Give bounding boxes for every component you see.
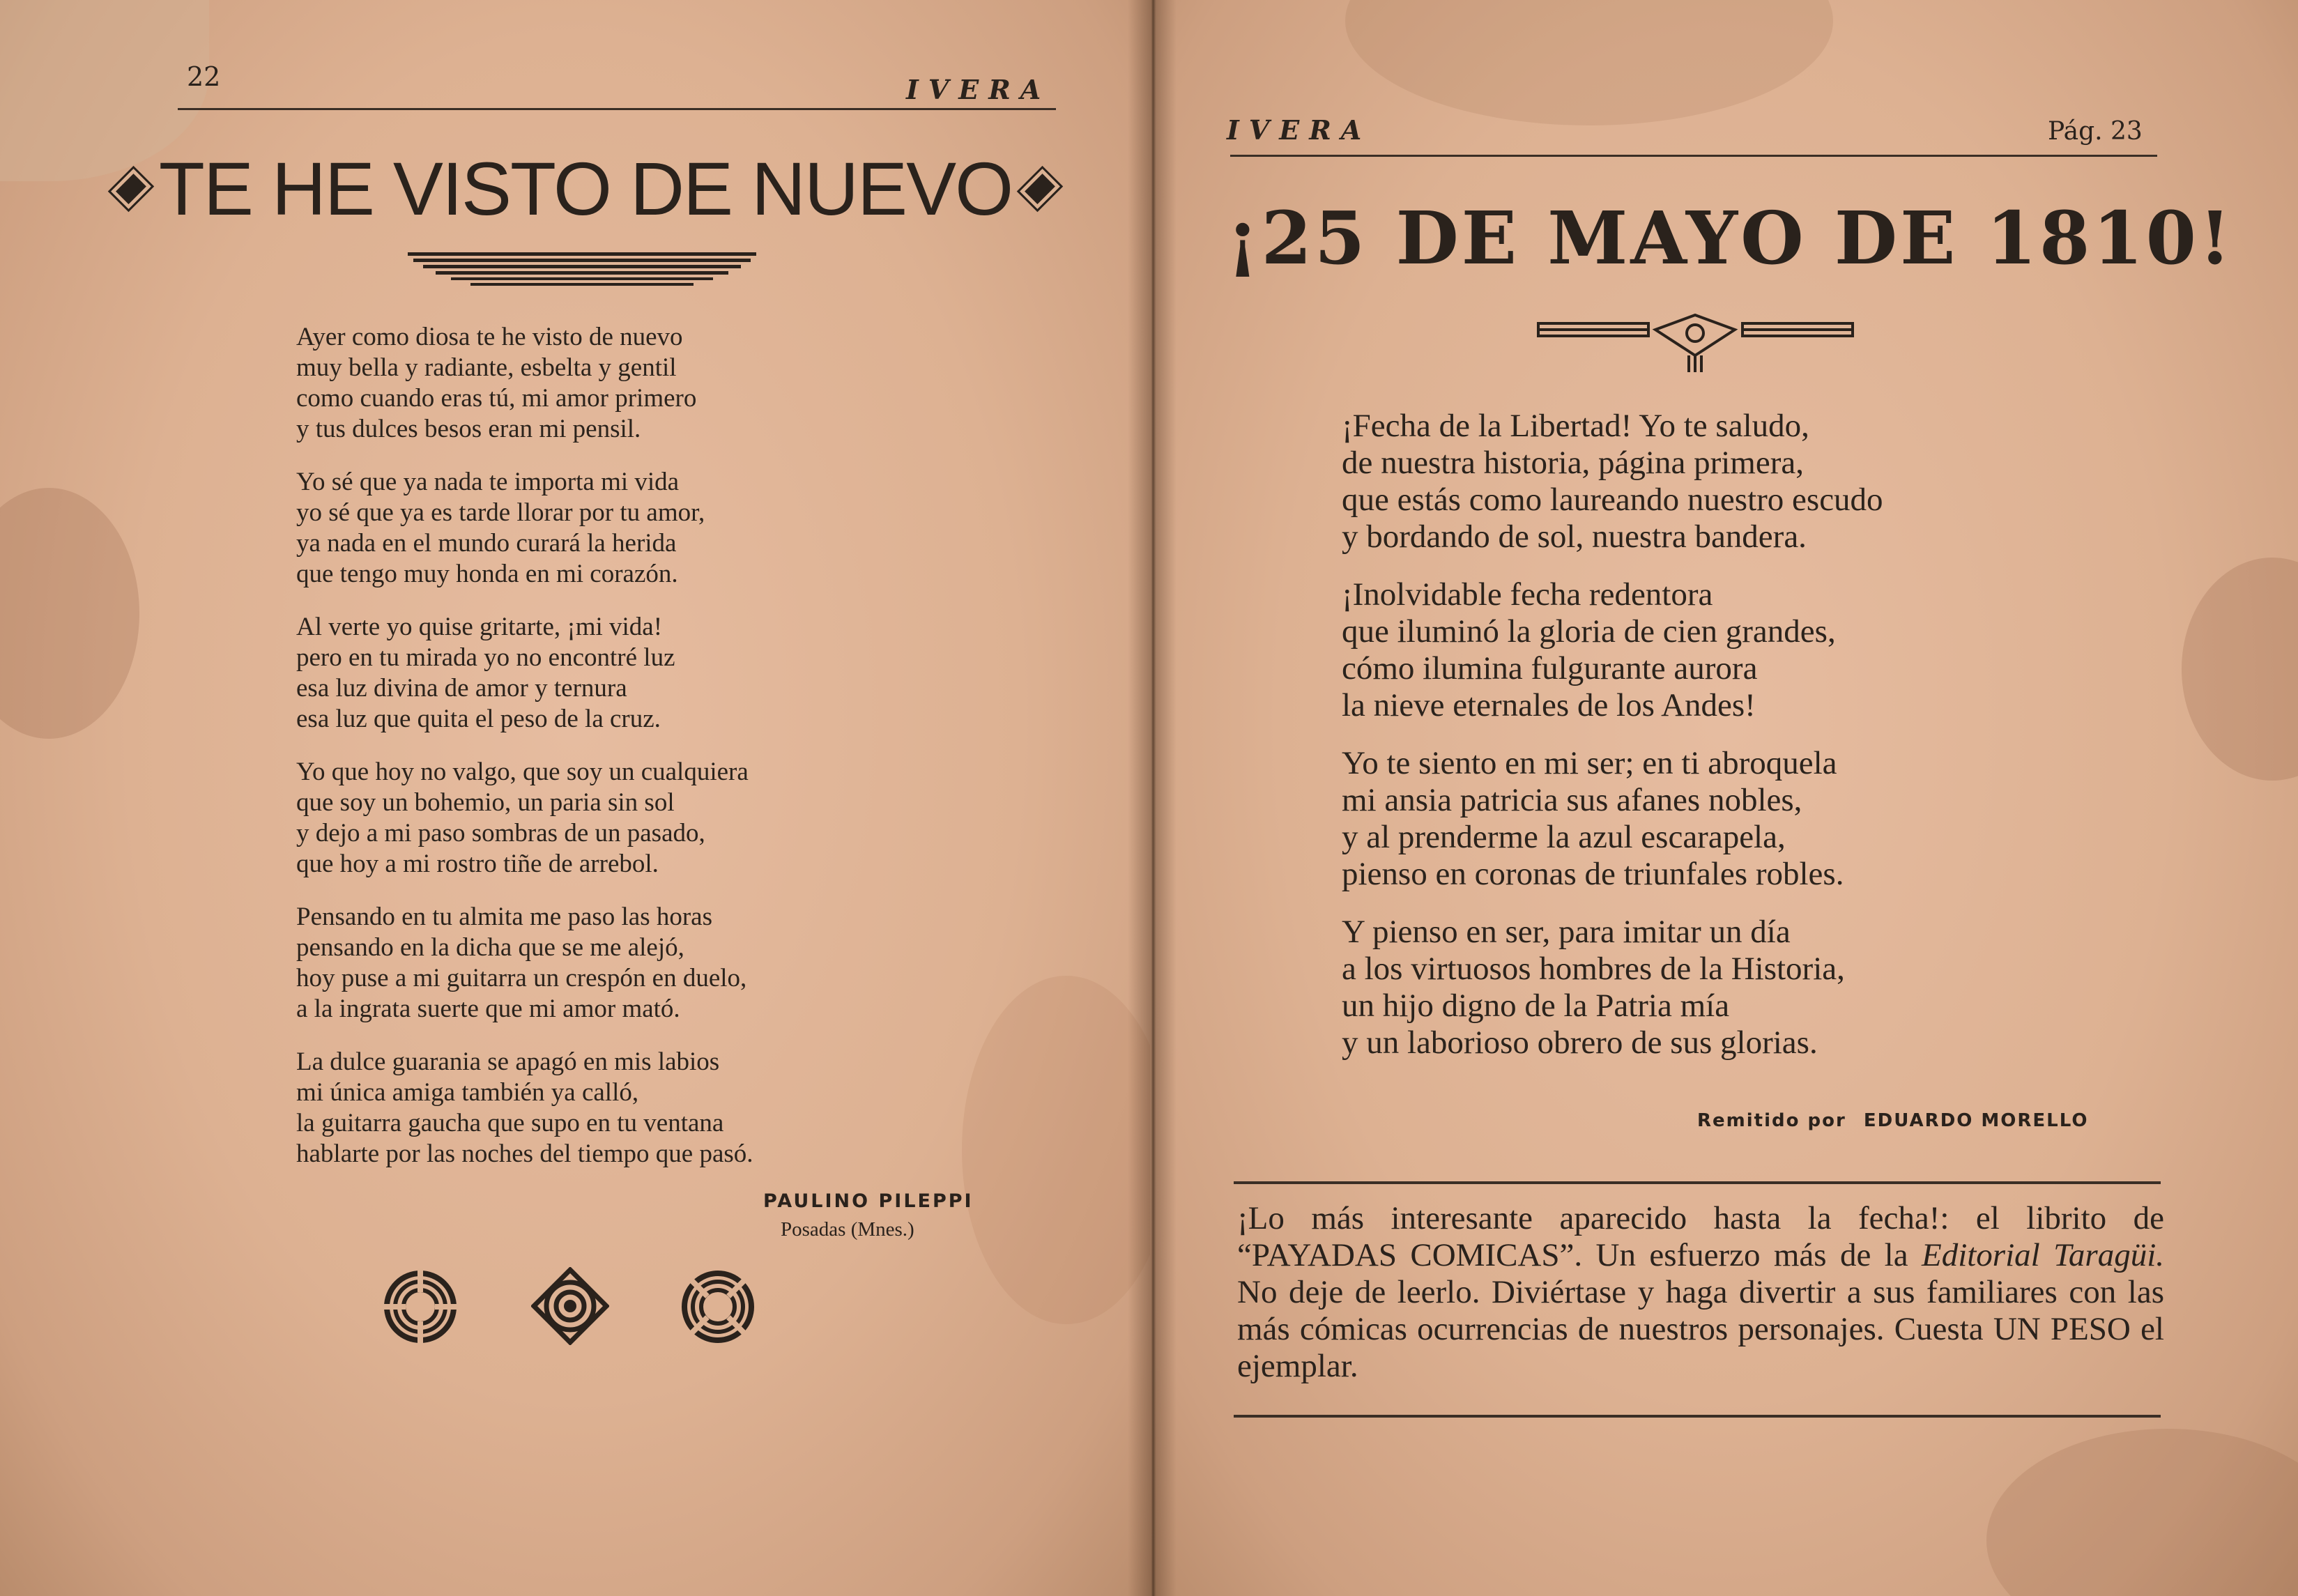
running-head: IVERA — [906, 74, 1051, 105]
diamond-ornament-icon — [1020, 169, 1060, 209]
verse-line: ya nada en el mundo curará la herida — [296, 529, 677, 558]
poem-body — [1342, 408, 2108, 1082]
verse-line: Y pienso en ser, para imitar un día — [1342, 914, 1791, 950]
header-rule — [178, 108, 1056, 110]
stanza — [296, 902, 993, 1025]
page-title — [118, 145, 1052, 232]
verse-line: la guitarra gaucha que supo en tu ventana — [296, 1109, 724, 1137]
verse-line: Yo que hoy no valgo, que soy un cualquiera — [296, 758, 749, 786]
verse-line: que tengo muy honda en mi corazón. — [296, 560, 678, 588]
diamond-ornament-icon — [111, 169, 151, 209]
header-rule — [1230, 155, 2157, 157]
verse-line: Pensando en tu almita me paso las horas — [296, 903, 713, 931]
verse-line: que soy un bohemio, un paria sin sol — [296, 788, 675, 817]
stanza — [1342, 576, 2108, 724]
verse-line: a los virtuosos hombres de la Historia, — [1342, 951, 1845, 987]
advertisement-text — [1237, 1200, 2164, 1385]
verse-line: a la ingrata suerte que mi amor mató. — [296, 995, 680, 1023]
verse-line: ¡Inolvidable fecha redentora — [1342, 576, 1713, 613]
running-head: IVERA — [1227, 114, 1372, 146]
verse-line: y un laborioso obrero de sus glorias. — [1342, 1025, 1818, 1061]
knot-ornament-icon — [531, 1267, 609, 1345]
verse-line: muy bella y radiante, esbelta y gentil — [296, 353, 677, 382]
ring-ornament-icon — [680, 1268, 756, 1345]
ad-text-part2: No deje de leerlo. Diviértase y haga divertir a sus familiares con las más cómicas ocurrencias de nuestros personajes. Cuesta UN PESO el ejemplar. — [1237, 1274, 2164, 1384]
verse-line: como cuando eras tú, mi amor primero — [296, 384, 697, 413]
verse-line: y al prenderme la azul escarapela, — [1342, 819, 1786, 855]
verse-line: que iluminó la gloria de cien grandes, — [1342, 613, 1836, 650]
verse-line: esa luz que quita el peso de la cruz. — [296, 705, 661, 733]
verse-line: pero en tu mirada yo no encontré luz — [296, 643, 675, 672]
stanza — [1342, 914, 2108, 1061]
verse-line: mi única amiga también ya calló, — [296, 1078, 639, 1107]
verse-line: que hoy a mi rostro tiñe de arrebol. — [296, 850, 659, 878]
stanza — [296, 467, 993, 590]
poem-title: TE HE VISTO DE NUEVO — [158, 146, 1013, 231]
verse-line: hoy puse a mi guitarra un crespón en duelo, — [296, 964, 747, 992]
ad-publisher: Editorial Taragüi. — [1921, 1237, 2165, 1273]
ad-top-rule — [1234, 1181, 2161, 1184]
stanza — [296, 757, 993, 880]
ad-bottom-rule — [1234, 1415, 2161, 1418]
stanza — [296, 322, 993, 445]
stanza — [296, 612, 993, 735]
author-name: PAULINO PILEPPI — [763, 1190, 974, 1212]
verse-line: Yo sé que ya nada te importa mi vida — [296, 468, 680, 496]
verse-line: hablarte por las noches del tiempo que pasó. — [296, 1140, 753, 1168]
verse-line: y dejo a mi paso sombras de un pasado, — [296, 819, 705, 847]
remitted-name: EDUARDO MORELLO — [1863, 1110, 2089, 1131]
verse-line: mi ansia patricia sus afanes nobles, — [1342, 782, 1802, 818]
remitted-label: Remitido por — [1697, 1110, 1846, 1131]
stanza — [1342, 745, 2108, 893]
verse-line: esa luz divina de amor y ternura — [296, 674, 627, 703]
poem-body — [296, 322, 993, 1192]
author-place: Posadas (Mnes.) — [781, 1218, 914, 1241]
page-number: Pág. 23 — [2048, 117, 2143, 146]
verse-line: de nuestra historia, página primera, — [1342, 445, 1804, 481]
verse-line: pienso en coronas de triunfales robles. — [1342, 856, 1844, 892]
stanza — [1342, 408, 2108, 555]
stanza — [296, 1047, 993, 1169]
verse-line: y bordando de sol, nuestra bandera. — [1342, 519, 1807, 555]
verse-line: Al verte yo quise gritarte, ¡mi vida! — [296, 613, 663, 641]
verse-line: Ayer como diosa te he visto de nuevo — [296, 323, 683, 351]
page-number: 22 — [187, 61, 221, 92]
verse-line: Yo te siento en mi ser; en ti abroquela — [1342, 745, 1837, 781]
verse-line: ¡Fecha de la Libertad! Yo te saludo, — [1342, 408, 1809, 444]
verse-line: La dulce guarania se apagó en mis labios — [296, 1048, 720, 1076]
poem-title: ¡25 DE MAYO DE 1810! — [1227, 195, 2234, 281]
emblem-divider-icon — [1537, 314, 1854, 374]
striped-divider-icon — [408, 252, 756, 289]
remitted-by — [1697, 1110, 2089, 1131]
verse-line: cómo ilumina fulgurante aurora — [1342, 650, 1758, 686]
verse-line: yo sé que ya es tarde llorar por tu amor, — [296, 498, 705, 527]
verse-line: y tus dulces besos eran mi pensil. — [296, 415, 641, 443]
ad-text-part1: ¡Lo más interesante aparecido hasta la fecha!: el librito de “PAYADAS COMICAS”. Un esfuerzo más de la — [1237, 1200, 2164, 1273]
verse-line: un hijo digno de la Patria mía — [1342, 988, 1730, 1024]
verse-line: la nieve eternales de los Andes! — [1342, 687, 1756, 723]
verse-line: pensando en la dicha que se me alejó, — [296, 933, 684, 962]
verse-line: que estás como laureando nuestro escudo — [1342, 482, 1883, 518]
ring-ornament-icon — [382, 1268, 459, 1345]
